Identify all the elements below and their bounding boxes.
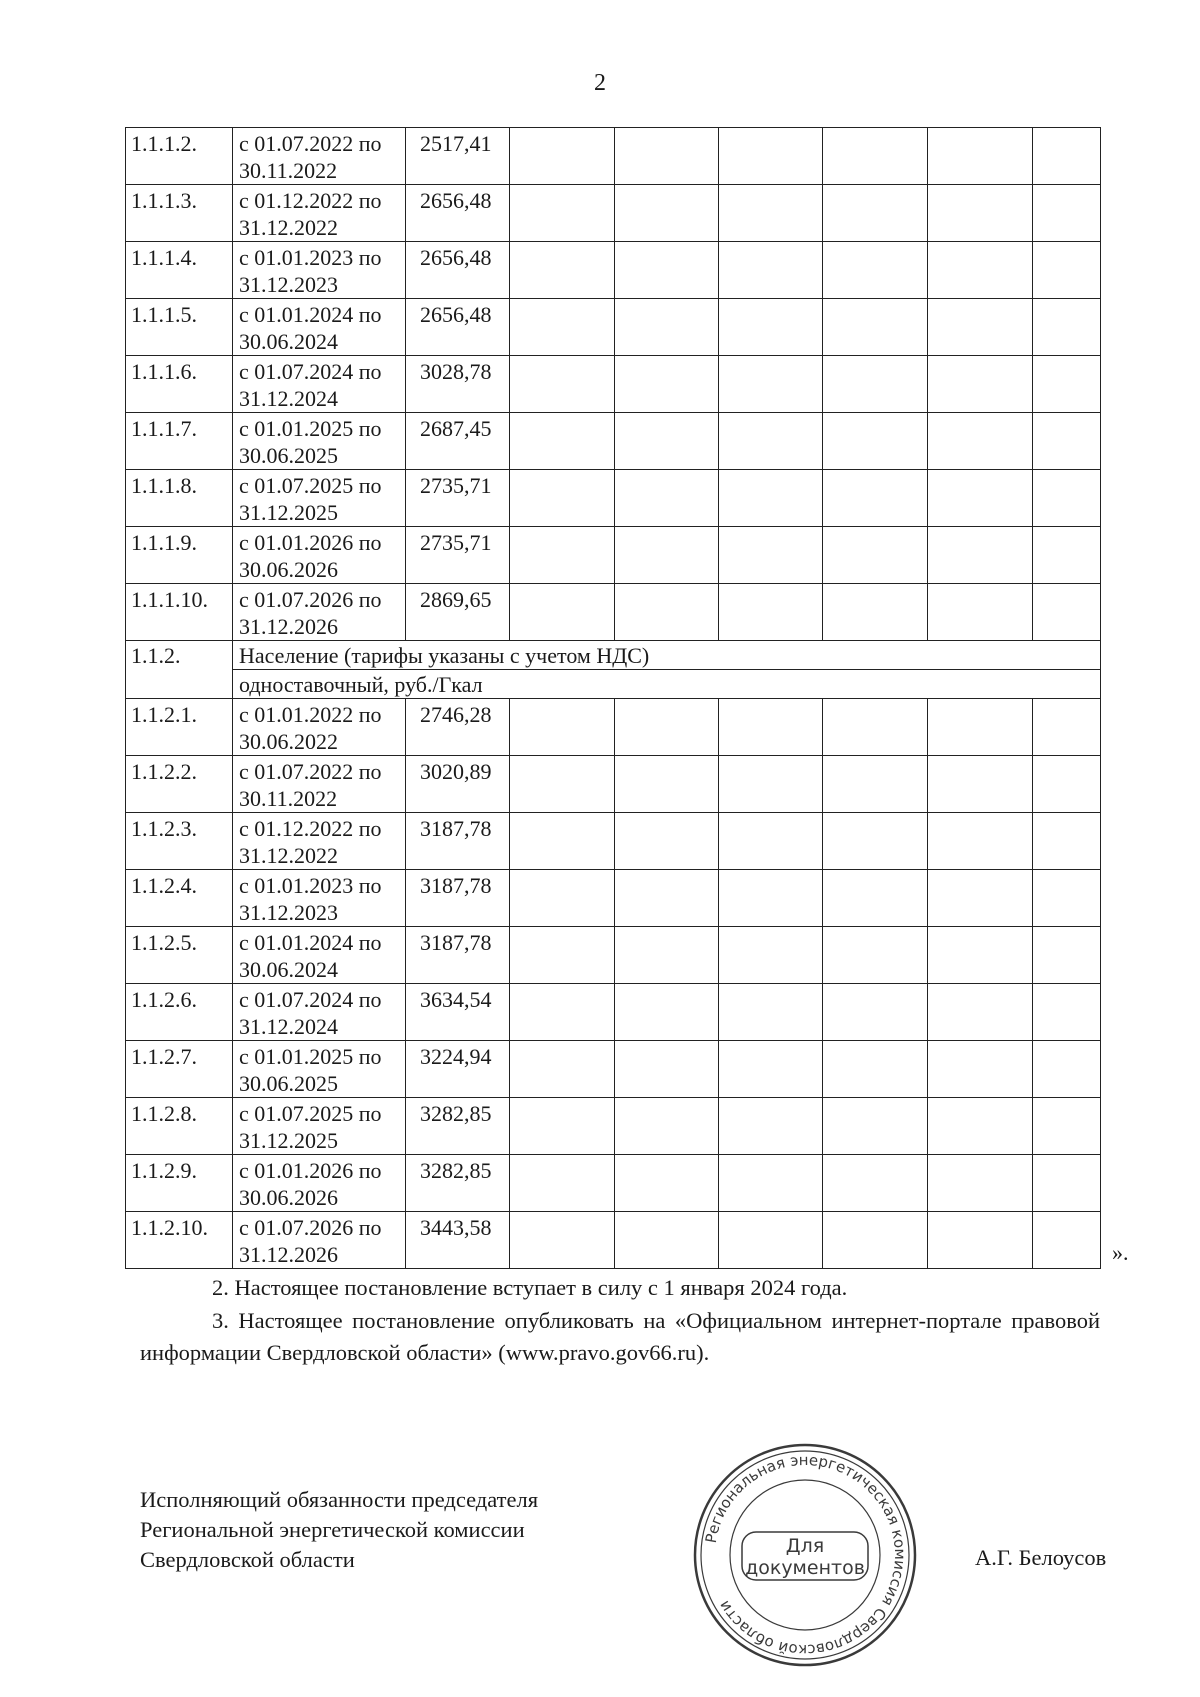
row-number: 1.1.2.3. <box>126 813 233 870</box>
empty-cell <box>823 813 928 870</box>
empty-cell <box>928 185 1033 242</box>
section-number: 1.1.2. <box>126 641 233 699</box>
empty-cell <box>823 699 928 756</box>
empty-cell <box>510 356 615 413</box>
empty-cell <box>510 128 615 185</box>
row-number: 1.1.2.4. <box>126 870 233 927</box>
table-row <box>126 1041 1101 1098</box>
empty-cell <box>1033 185 1101 242</box>
period-end: 30.06.2024 <box>239 329 338 354</box>
row-period <box>233 185 406 242</box>
stamp-center-line2: документов <box>745 1557 865 1579</box>
period-start: с 01.07.2025 по <box>239 1101 382 1126</box>
row-tariff-value: 2687,45 <box>406 413 510 470</box>
empty-cell <box>1033 527 1101 584</box>
empty-cell <box>823 356 928 413</box>
period-end: 31.12.2022 <box>239 215 338 240</box>
period-start: с 01.07.2024 по <box>239 987 382 1012</box>
period-end: 31.12.2026 <box>239 614 338 639</box>
page-number: 2 <box>594 70 606 96</box>
table-row <box>126 413 1101 470</box>
row-number: 1.1.1.7. <box>126 413 233 470</box>
empty-cell <box>928 470 1033 527</box>
empty-cell <box>1033 1155 1101 1212</box>
empty-cell <box>615 1041 719 1098</box>
table-row <box>126 1212 1101 1269</box>
empty-cell <box>1033 470 1101 527</box>
empty-cell <box>615 756 719 813</box>
empty-cell <box>615 527 719 584</box>
paragraph-3: 3. Настоящее постановление опубликовать на «Официальном интернет-портале правовой информации Свердловской области» (www.pravo.gov66.ru). <box>140 1308 1100 1365</box>
empty-cell <box>1033 699 1101 756</box>
section-title: Население (тарифы указаны с учетом НДС) <box>233 641 1101 670</box>
row-number: 1.1.2.2. <box>126 756 233 813</box>
period-start: с 01.01.2025 по <box>239 1044 382 1069</box>
period-end: 30.11.2022 <box>239 158 338 183</box>
table-row <box>126 1098 1101 1155</box>
section-subtitle-row <box>126 670 1101 699</box>
row-tariff-value: 2746,28 <box>406 699 510 756</box>
empty-cell <box>823 756 928 813</box>
empty-cell <box>1033 870 1101 927</box>
empty-cell <box>1033 813 1101 870</box>
empty-cell <box>823 128 928 185</box>
period-start: с 01.01.2025 по <box>239 416 382 441</box>
row-tariff-value: 2656,48 <box>406 242 510 299</box>
table-row <box>126 584 1101 641</box>
signature-position-line1: Исполняющий обязанности председателя <box>140 1487 539 1512</box>
empty-cell <box>1033 128 1101 185</box>
period-start: с 01.12.2022 по <box>239 188 382 213</box>
row-period <box>233 413 406 470</box>
period-start: с 01.07.2026 по <box>239 1215 382 1240</box>
empty-cell <box>510 185 615 242</box>
official-stamp <box>690 1440 920 1670</box>
empty-cell <box>719 927 823 984</box>
row-number: 1.1.2.1. <box>126 699 233 756</box>
row-number: 1.1.1.5. <box>126 299 233 356</box>
row-tariff-value: 2869,65 <box>406 584 510 641</box>
empty-cell <box>928 128 1033 185</box>
empty-cell <box>615 299 719 356</box>
empty-cell <box>615 185 719 242</box>
row-period <box>233 756 406 813</box>
empty-cell <box>823 299 928 356</box>
period-start: с 01.01.2023 по <box>239 873 382 898</box>
empty-cell <box>719 1041 823 1098</box>
row-number: 1.1.1.10. <box>126 584 233 641</box>
empty-cell <box>823 527 928 584</box>
empty-cell <box>1033 413 1101 470</box>
period-end: 31.12.2025 <box>239 1128 338 1153</box>
paragraph-2: 2. Настоящее постановление вступает в силу с 1 января 2024 года. <box>212 1275 848 1300</box>
table-row <box>126 699 1101 756</box>
row-period <box>233 1155 406 1212</box>
empty-cell <box>823 1098 928 1155</box>
stamp-ring-text: Региональная энергетическая комиссия Свердловской области <box>701 1450 910 1660</box>
empty-cell <box>719 356 823 413</box>
empty-cell <box>615 927 719 984</box>
table-row <box>126 813 1101 870</box>
empty-cell <box>510 413 615 470</box>
table-row <box>126 128 1101 185</box>
stamp-center-line1: Для <box>785 1535 825 1557</box>
row-period <box>233 813 406 870</box>
row-tariff-value: 3187,78 <box>406 927 510 984</box>
row-period <box>233 699 406 756</box>
empty-cell <box>1033 242 1101 299</box>
row-period <box>233 1212 406 1269</box>
empty-cell <box>1033 584 1101 641</box>
empty-cell <box>928 984 1033 1041</box>
empty-cell <box>823 927 928 984</box>
row-tariff-value: 2735,71 <box>406 470 510 527</box>
row-number: 1.1.2.9. <box>126 1155 233 1212</box>
empty-cell <box>719 584 823 641</box>
empty-cell <box>823 242 928 299</box>
empty-cell <box>510 870 615 927</box>
empty-cell <box>615 242 719 299</box>
period-end: 30.06.2022 <box>239 729 338 754</box>
empty-cell <box>510 813 615 870</box>
signature-position-line3: Свердловской области <box>140 1547 355 1572</box>
row-tariff-value: 2656,48 <box>406 185 510 242</box>
empty-cell <box>928 1098 1033 1155</box>
empty-cell <box>823 1155 928 1212</box>
period-start: с 01.01.2026 по <box>239 530 382 555</box>
empty-cell <box>510 470 615 527</box>
empty-cell <box>719 527 823 584</box>
row-tariff-value: 3282,85 <box>406 1098 510 1155</box>
period-end: 31.12.2023 <box>239 900 338 925</box>
empty-cell <box>928 756 1033 813</box>
row-tariff-value: 2656,48 <box>406 299 510 356</box>
row-number: 1.1.2.8. <box>126 1098 233 1155</box>
empty-cell <box>510 1098 615 1155</box>
period-start: с 01.07.2025 по <box>239 473 382 498</box>
empty-cell <box>719 185 823 242</box>
empty-cell <box>615 470 719 527</box>
empty-cell <box>1033 927 1101 984</box>
table-row <box>126 756 1101 813</box>
empty-cell <box>1033 756 1101 813</box>
empty-cell <box>928 527 1033 584</box>
table-row <box>126 356 1101 413</box>
empty-cell <box>823 470 928 527</box>
empty-cell <box>823 185 928 242</box>
empty-cell <box>510 584 615 641</box>
row-number: 1.1.1.3. <box>126 185 233 242</box>
empty-cell <box>928 242 1033 299</box>
empty-cell <box>510 927 615 984</box>
empty-cell <box>823 413 928 470</box>
row-tariff-value: 3028,78 <box>406 356 510 413</box>
empty-cell <box>615 699 719 756</box>
empty-cell <box>615 1155 719 1212</box>
empty-cell <box>928 927 1033 984</box>
empty-cell <box>928 299 1033 356</box>
empty-cell <box>615 356 719 413</box>
empty-cell <box>1033 356 1101 413</box>
period-end: 30.06.2024 <box>239 957 338 982</box>
empty-cell <box>719 756 823 813</box>
empty-cell <box>1033 1098 1101 1155</box>
row-number: 1.1.1.6. <box>126 356 233 413</box>
empty-cell <box>719 870 823 927</box>
period-end: 31.12.2023 <box>239 272 338 297</box>
row-period <box>233 1098 406 1155</box>
empty-cell <box>719 699 823 756</box>
period-start: с 01.07.2026 по <box>239 587 382 612</box>
period-start: с 01.07.2022 по <box>239 759 382 784</box>
empty-cell <box>928 356 1033 413</box>
period-end: 31.12.2024 <box>239 386 338 411</box>
empty-cell <box>615 870 719 927</box>
row-tariff-value: 3187,78 <box>406 870 510 927</box>
empty-cell <box>719 413 823 470</box>
empty-cell <box>615 128 719 185</box>
empty-cell <box>928 1041 1033 1098</box>
empty-cell <box>719 1098 823 1155</box>
empty-cell <box>510 1155 615 1212</box>
row-period <box>233 470 406 527</box>
empty-cell <box>510 242 615 299</box>
period-end: 31.12.2026 <box>239 1242 338 1267</box>
empty-cell <box>928 699 1033 756</box>
empty-cell <box>510 299 615 356</box>
empty-cell <box>928 584 1033 641</box>
empty-cell <box>1033 984 1101 1041</box>
period-end: 30.06.2025 <box>239 1071 338 1096</box>
period-end: 31.12.2022 <box>239 843 338 868</box>
empty-cell <box>615 1098 719 1155</box>
empty-cell <box>719 470 823 527</box>
empty-cell <box>719 1212 823 1269</box>
empty-cell <box>615 984 719 1041</box>
row-period <box>233 984 406 1041</box>
table-row <box>126 470 1101 527</box>
empty-cell <box>1033 1212 1101 1269</box>
row-number: 1.1.2.6. <box>126 984 233 1041</box>
table-row <box>126 1155 1101 1212</box>
signature-position-line2: Региональной энергетической комиссии <box>140 1517 525 1542</box>
row-number: 1.1.2.10. <box>126 1212 233 1269</box>
period-start: с 01.01.2023 по <box>239 245 382 270</box>
closing-quote: ». <box>1112 1240 1129 1265</box>
empty-cell <box>615 584 719 641</box>
row-number: 1.1.1.8. <box>126 470 233 527</box>
row-period <box>233 584 406 641</box>
period-start: с 01.01.2022 по <box>239 702 382 727</box>
period-start: с 01.01.2024 по <box>239 302 382 327</box>
row-tariff-value: 2517,41 <box>406 128 510 185</box>
period-start: с 01.01.2026 по <box>239 1158 382 1183</box>
period-start: с 01.07.2024 по <box>239 359 382 384</box>
empty-cell <box>615 813 719 870</box>
empty-cell <box>510 756 615 813</box>
period-end: 31.12.2024 <box>239 1014 338 1039</box>
empty-cell <box>823 1041 928 1098</box>
signature-block <box>140 1485 538 1575</box>
row-period <box>233 927 406 984</box>
empty-cell <box>719 1155 823 1212</box>
empty-cell <box>719 984 823 1041</box>
empty-cell <box>928 1212 1033 1269</box>
row-period <box>233 299 406 356</box>
row-tariff-value: 3187,78 <box>406 813 510 870</box>
period-end: 30.06.2026 <box>239 557 338 582</box>
row-number: 1.1.1.9. <box>126 527 233 584</box>
row-tariff-value: 3634,54 <box>406 984 510 1041</box>
empty-cell <box>928 870 1033 927</box>
period-end: 30.06.2025 <box>239 443 338 468</box>
row-number: 1.1.1.2. <box>126 128 233 185</box>
period-start: с 01.07.2022 по <box>239 131 382 156</box>
row-number: 1.1.1.4. <box>126 242 233 299</box>
row-tariff-value: 3224,94 <box>406 1041 510 1098</box>
period-end: 30.11.2022 <box>239 786 338 811</box>
row-period <box>233 128 406 185</box>
table-row <box>126 242 1101 299</box>
table-row <box>126 984 1101 1041</box>
empty-cell <box>719 128 823 185</box>
empty-cell <box>928 813 1033 870</box>
row-tariff-value: 2735,71 <box>406 527 510 584</box>
signer-name: А.Г. Белоусов <box>975 1545 1107 1570</box>
empty-cell <box>510 1212 615 1269</box>
empty-cell <box>510 1041 615 1098</box>
empty-cell <box>719 242 823 299</box>
period-end: 30.06.2026 <box>239 1185 338 1210</box>
section-row <box>126 641 1101 670</box>
row-number: 1.1.2.7. <box>126 1041 233 1098</box>
row-period <box>233 1041 406 1098</box>
table-row <box>126 527 1101 584</box>
empty-cell <box>510 699 615 756</box>
row-number: 1.1.2.5. <box>126 927 233 984</box>
tariff-table <box>125 127 1101 1269</box>
empty-cell <box>928 1155 1033 1212</box>
row-tariff-value: 3020,89 <box>406 756 510 813</box>
table-row <box>126 185 1101 242</box>
row-period <box>233 527 406 584</box>
row-period <box>233 870 406 927</box>
empty-cell <box>510 527 615 584</box>
empty-cell <box>823 584 928 641</box>
row-tariff-value: 3282,85 <box>406 1155 510 1212</box>
table-row <box>126 299 1101 356</box>
row-tariff-value: 3443,58 <box>406 1212 510 1269</box>
table-row <box>126 870 1101 927</box>
row-period <box>233 356 406 413</box>
empty-cell <box>1033 299 1101 356</box>
table-row <box>126 927 1101 984</box>
empty-cell <box>928 413 1033 470</box>
empty-cell <box>510 984 615 1041</box>
row-period <box>233 242 406 299</box>
empty-cell <box>823 1212 928 1269</box>
section-subtitle: одноставочный, руб./Гкал <box>233 670 1101 699</box>
empty-cell <box>719 813 823 870</box>
empty-cell <box>615 413 719 470</box>
period-start: с 01.01.2024 по <box>239 930 382 955</box>
period-start: с 01.12.2022 по <box>239 816 382 841</box>
empty-cell <box>823 870 928 927</box>
empty-cell <box>1033 1041 1101 1098</box>
empty-cell <box>615 1212 719 1269</box>
empty-cell <box>719 299 823 356</box>
empty-cell <box>823 984 928 1041</box>
period-end: 31.12.2025 <box>239 500 338 525</box>
